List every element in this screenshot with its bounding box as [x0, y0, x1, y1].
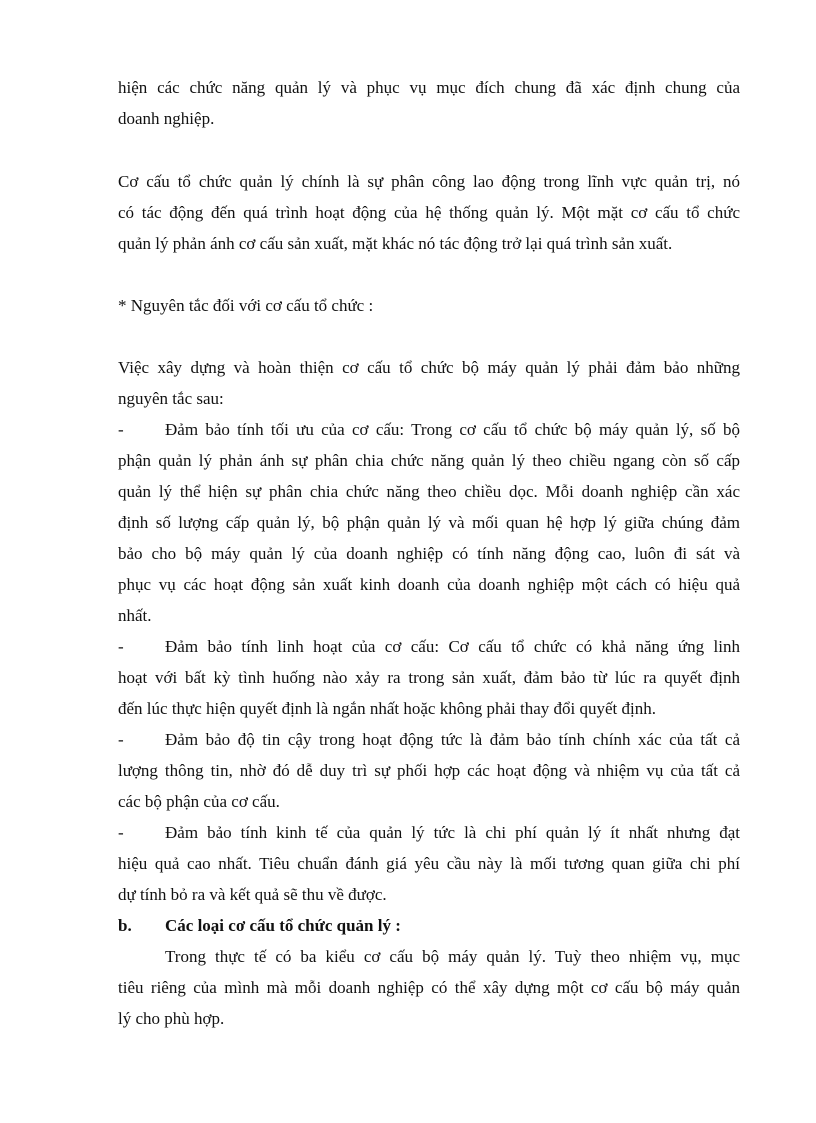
- bullet-line: Đảm bảo tính tối ưu của cơ cấu: Trong cơ cấu tổ chức bộ máy quản lý, số bộ: [165, 420, 740, 439]
- paragraph-line: Việc xây dựng và hoàn thiện cơ cấu tổ chức bộ máy quản lý phải đảm bảo những: [118, 358, 740, 377]
- bullet-line: nhất.: [118, 606, 152, 625]
- bullet-line: Đảm bảo tính linh hoạt của cơ cấu: Cơ cấu tổ chức có khả năng ứng linh: [165, 637, 740, 656]
- section-label: b.: [118, 916, 132, 935]
- bullet-marker: -: [118, 730, 124, 749]
- bullet-line: hiệu quả cao nhất. Tiêu chuẩn đánh giá yêu cầu này là mối tương quan giữa chi phí: [118, 854, 740, 873]
- paragraph-line: Trong thực tế có ba kiểu cơ cấu bộ máy quản lý. Tuỳ theo nhiệm vụ, mục: [165, 947, 740, 966]
- bullet-line: quản lý thể hiện sự phân chia chức năng theo chiều dọc. Mỗi doanh nghiệp cần xác: [118, 482, 740, 501]
- bullet-line: định số lượng cấp quản lý, bộ phận quản lý và mối quan hệ hợp lý giữa chúng đảm: [118, 513, 740, 532]
- paragraph-line: hiện các chức năng quản lý và phục vụ mục đích chung đã xác định chung của: [118, 78, 740, 97]
- bullet-marker: -: [118, 823, 124, 842]
- section-heading-principles: * Nguyên tắc đối với cơ cấu tổ chức :: [118, 296, 374, 315]
- bullet-line: lượng thông tin, nhờ đó dễ duy trì sự phối hợp các hoạt động và nhiệm vụ của tất cả: [118, 761, 740, 780]
- bullet-line: phận quản lý phản ánh sự phân chia chức năng quản lý theo chiều ngang còn số cấp: [118, 451, 740, 470]
- bullet-marker: -: [118, 420, 124, 439]
- bullet-line: bảo cho bộ máy quản lý của doanh nghiệp có tính năng động cao, luôn đi sát và: [118, 544, 740, 563]
- bullet-line: phục vụ các hoạt động sản xuất kinh doanh của doanh nghiệp một cách có hiệu quả: [118, 575, 740, 594]
- bullet-line: Đảm bảo tính kinh tế của quản lý tức là chi phí quản lý ít nhất nhưng đạt: [165, 823, 740, 842]
- paragraph-line: Cơ cấu tổ chức quản lý chính là sự phân công lao động trong lĩnh vực quản trị, nó: [118, 172, 740, 191]
- paragraph-line: doanh nghiệp.: [118, 109, 215, 128]
- section-title: Các loại cơ cấu tổ chức quản lý :: [165, 916, 401, 935]
- bullet-marker: -: [118, 637, 124, 656]
- bullet-line: hoạt với bất kỳ tình huống nào xảy ra trong sản xuất, đảm bảo từ lúc ra quyết định: [118, 668, 740, 687]
- paragraph-line: tiêu riêng của mình mà mỗi doanh nghiệp có thể xây dựng một cơ cấu bộ máy quản: [118, 978, 740, 997]
- paragraph-line: nguyên tắc sau:: [118, 389, 224, 408]
- paragraph-line: lý cho phù hợp.: [118, 1009, 225, 1028]
- bullet-line: dự tính bỏ ra và kết quả sẽ thu về được.: [118, 885, 387, 904]
- paragraph-line: có tác động đến quá trình hoạt động của hệ thống quản lý. Một mặt cơ cấu tổ chức: [118, 203, 740, 222]
- bullet-line: đến lúc thực hiện quyết định là ngắn nhất hoặc không phải thay đổi quyết định.: [118, 699, 656, 718]
- paragraph-line: quản lý phản ánh cơ cấu sản xuất, mặt khác nó tác động trở lại quá trình sản xuất.: [118, 234, 673, 253]
- bullet-line: các bộ phận của cơ cấu.: [118, 792, 280, 811]
- bullet-line: Đảm bảo độ tin cậy trong hoạt động tức là đảm bảo tính chính xác của tất cả: [165, 730, 740, 749]
